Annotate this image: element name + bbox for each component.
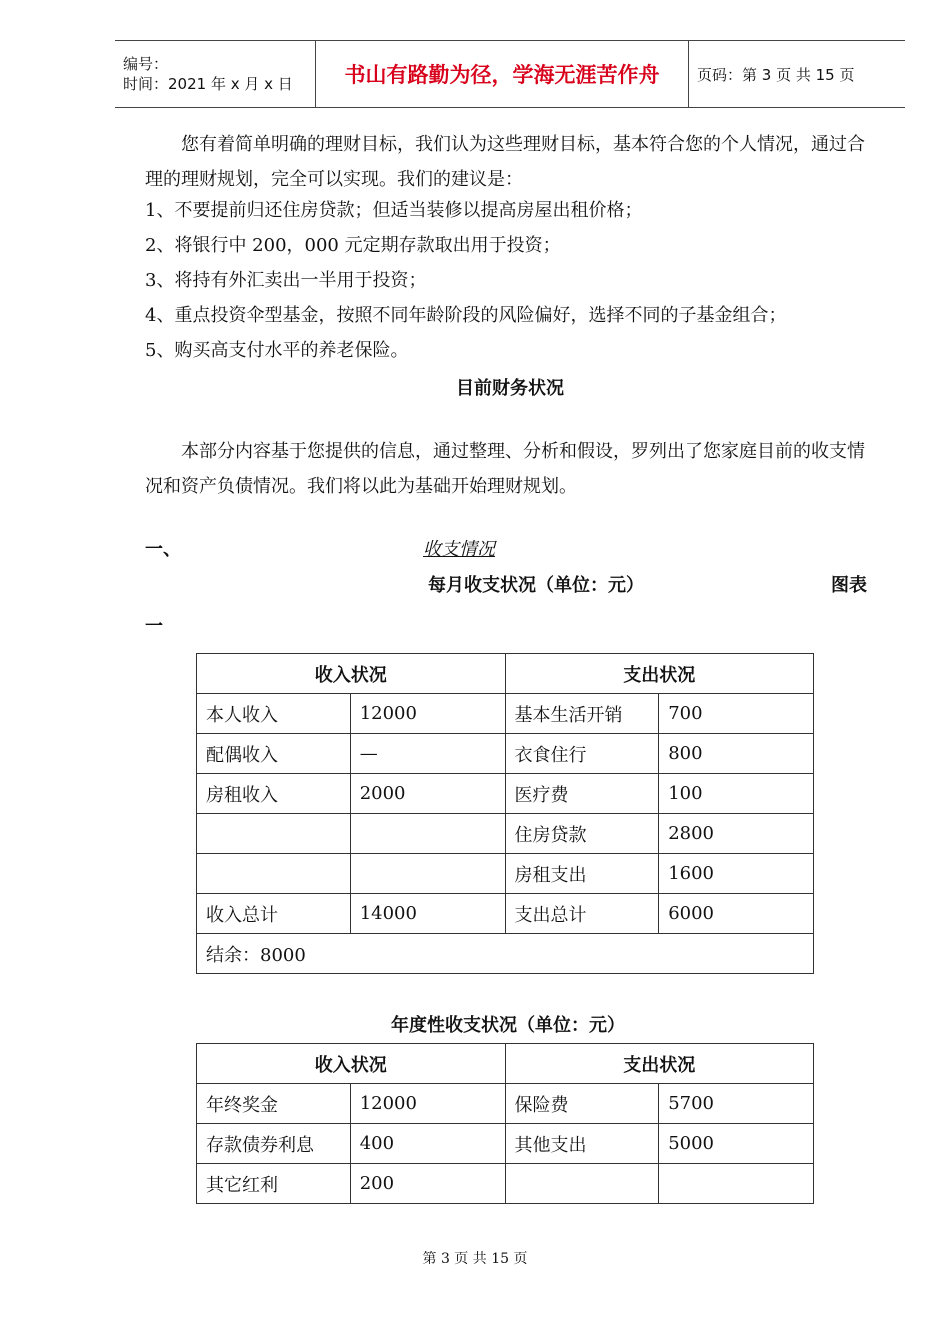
income-value: 12000: [350, 694, 505, 734]
table-row: [197, 1164, 814, 1204]
table-row: [197, 734, 814, 774]
expense-item: 住房贷款: [505, 814, 659, 854]
expense-value: 5700: [659, 1084, 814, 1124]
table-row: [197, 854, 814, 894]
suggestion-4: 4、重点投资伞型基金，按照不同年龄阶段的风险偏好，选择不同的子基金组合；: [145, 305, 787, 326]
header-motto: 书山有路勤为径，学海无涯苦作舟: [316, 41, 689, 108]
expense-value: 1600: [659, 854, 814, 894]
income-item: 房租收入: [197, 774, 351, 814]
expense-value: [659, 1164, 814, 1204]
income-value: 400: [350, 1124, 505, 1164]
expense-item: 医疗费: [505, 774, 659, 814]
expense-total-label: 支出总计: [505, 894, 659, 934]
serial-label: 编号：: [123, 55, 169, 73]
income-item: [197, 854, 351, 894]
income-value: 12000: [350, 1084, 505, 1124]
figure-label: 图表: [831, 575, 867, 596]
section-paragraph: 本部分内容基于您提供的信息，通过整理、分析和假设，罗列出了您家庭目前的收支情况和资产负债情况。我们将以此为基础开始理财规划。: [145, 441, 865, 497]
subsection-title: 收支情况: [423, 539, 495, 560]
table-header-row: [197, 654, 814, 694]
monthly-caption: 每月收支状况（单位：元）: [428, 575, 644, 596]
suggestion-3: 3、将持有外汇卖出一半用于投资；: [145, 270, 427, 291]
income-item: 存款债券利息: [197, 1124, 351, 1164]
expense-value: 2800: [659, 814, 814, 854]
income-header: 收入状况: [197, 654, 506, 694]
balance-row: [197, 934, 814, 974]
income-total-label: 收入总计: [197, 894, 351, 934]
intro-paragraph: 您有着简单明确的理财目标，我们认为这些理财目标，基本符合您的个人情况，通过合理的理财规划，完全可以实现。我们的建议是：: [145, 134, 865, 190]
monthly-table: [196, 653, 814, 974]
income-value: 2000: [350, 774, 505, 814]
suggestion-5: 5、购买高支付水平的养老保险。: [145, 340, 409, 361]
expense-item: 房租支出: [505, 854, 659, 894]
expense-item: 衣食住行: [505, 734, 659, 774]
expense-header: 支出状况: [505, 1044, 814, 1084]
suggestion-2: 2、将银行中 200，000 元定期存款取出用于投资；: [145, 235, 561, 256]
table-row: [197, 774, 814, 814]
expense-item: [505, 1164, 659, 1204]
table-row: [197, 894, 814, 934]
page-header: [115, 40, 905, 108]
income-item: 其它红利: [197, 1164, 351, 1204]
expense-total-value: 6000: [659, 894, 814, 934]
suggestion-1: 1、不要提前归还住房贷款；但适当装修以提高房屋出租价格；: [145, 200, 643, 221]
income-item: 年终奖金: [197, 1084, 351, 1124]
income-value: —: [350, 734, 505, 774]
table-row: [197, 694, 814, 734]
income-item: 本人收入: [197, 694, 351, 734]
income-item: [197, 814, 351, 854]
table-row: [197, 1084, 814, 1124]
balance-cell: 结余：8000: [197, 934, 814, 974]
figure-label-number: 一: [145, 616, 163, 637]
income-header: 收入状况: [197, 1044, 506, 1084]
page-footer: 第 3 页 共 15 页: [422, 1251, 528, 1267]
income-total-value: 14000: [350, 894, 505, 934]
expense-value: 800: [659, 734, 814, 774]
annual-table: [196, 1043, 814, 1204]
section-title: 目前财务状况: [456, 378, 564, 399]
header-meta: [115, 41, 316, 108]
expense-item: 基本生活开销: [505, 694, 659, 734]
table-row: [197, 814, 814, 854]
table-row: [197, 1124, 814, 1164]
expense-value: 100: [659, 774, 814, 814]
table-header-row: [197, 1044, 814, 1084]
income-value: [350, 814, 505, 854]
annual-caption: 年度性收支状况（单位：元）: [391, 1015, 625, 1036]
header-page-info: 页码：第 3 页 共 15 页: [689, 41, 906, 108]
income-value: [350, 854, 505, 894]
expense-value: 5000: [659, 1124, 814, 1164]
expense-header: 支出状况: [505, 654, 814, 694]
income-value: 200: [350, 1164, 505, 1204]
subsection-number: 一、: [145, 539, 181, 560]
income-item: 配偶收入: [197, 734, 351, 774]
time-label: 时间：2021 年 x 月 x 日: [123, 75, 293, 93]
expense-item: 其他支出: [505, 1124, 659, 1164]
expense-value: 700: [659, 694, 814, 734]
expense-item: 保险费: [505, 1084, 659, 1124]
